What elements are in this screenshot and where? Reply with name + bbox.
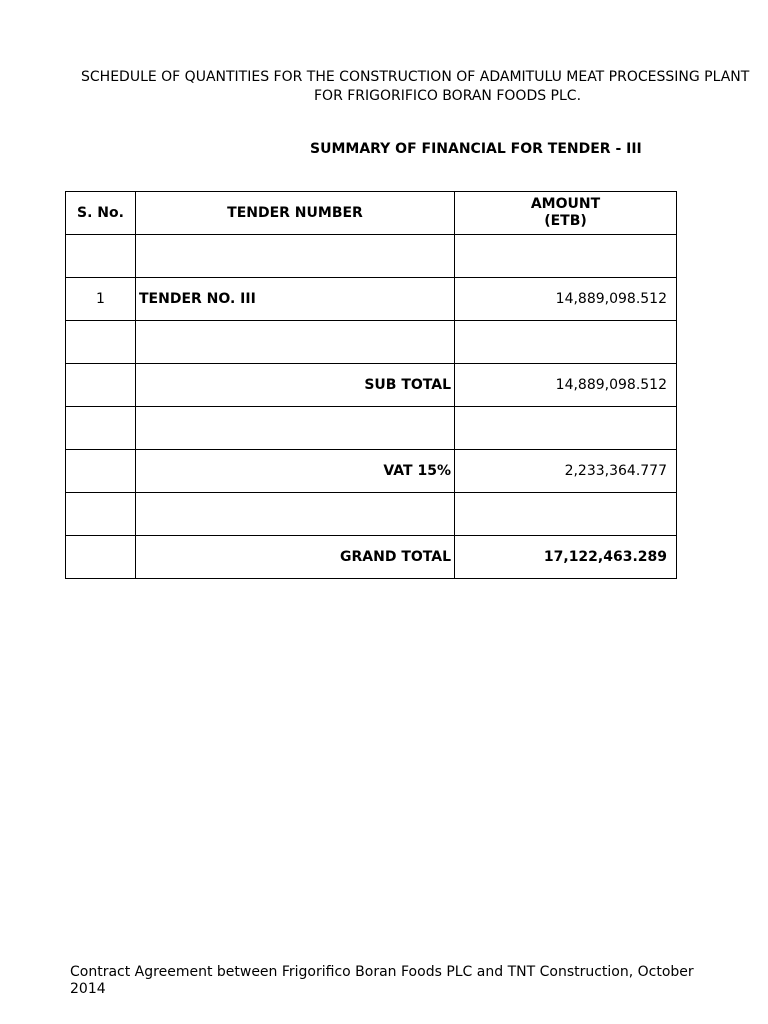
table-header-row (66, 192, 677, 235)
subtotal-label: SUB TOTAL (136, 364, 455, 407)
subtotal-row (66, 364, 677, 407)
vat-label: VAT 15% (136, 450, 455, 493)
table-row-empty (66, 235, 677, 278)
empty-cell (66, 536, 136, 579)
header-amount-line1: AMOUNT (530, 196, 601, 212)
footer-note: Contract Agreement between Frigorifico Boran Foods PLC and TNT Construction, October 2014 (70, 964, 694, 997)
row-amount: 14,889,098.512 (455, 278, 677, 321)
empty-cell (455, 235, 677, 278)
empty-cell (455, 321, 677, 364)
header-sno: S. No. (66, 192, 136, 235)
table-row-empty (66, 407, 677, 450)
header-amount (455, 192, 677, 235)
empty-cell (66, 493, 136, 536)
grand-total-label: GRAND TOTAL (136, 536, 455, 579)
empty-cell (455, 407, 677, 450)
summary-title (0, 140, 676, 160)
grand-total-row (66, 536, 677, 579)
empty-cell (136, 235, 455, 278)
row-sno: 1 (66, 278, 136, 321)
summary-title-text: SUMMARY OF FINANCIAL FOR TENDER - III (310, 141, 642, 157)
grand-total-amount: 17,122,463.289 (455, 536, 677, 579)
page-heading (0, 68, 750, 108)
empty-cell (136, 493, 455, 536)
empty-cell (66, 321, 136, 364)
empty-cell (66, 407, 136, 450)
empty-cell (136, 321, 455, 364)
summary-table (65, 191, 677, 579)
row-tender-number: TENDER NO. III (136, 278, 455, 321)
header-amount-line2: (ETB) (544, 213, 587, 229)
heading-line-1: SCHEDULE OF QUANTITIES FOR THE CONSTRUCTION OF ADAMITULU MEAT PROCESSING PLANT (81, 69, 750, 85)
subtotal-amount: 14,889,098.512 (455, 364, 677, 407)
header-tender-number: TENDER NUMBER (136, 192, 455, 235)
heading-line-2: FOR FRIGORIFICO BORAN FOODS PLC. (314, 88, 582, 104)
empty-cell (136, 407, 455, 450)
vat-amount: 2,233,364.777 (455, 450, 677, 493)
table-row (66, 278, 677, 321)
empty-cell (66, 235, 136, 278)
empty-cell (66, 450, 136, 493)
empty-cell (66, 364, 136, 407)
vat-row (66, 450, 677, 493)
table-row-empty (66, 493, 677, 536)
table-row-empty (66, 321, 677, 364)
empty-cell (455, 493, 677, 536)
